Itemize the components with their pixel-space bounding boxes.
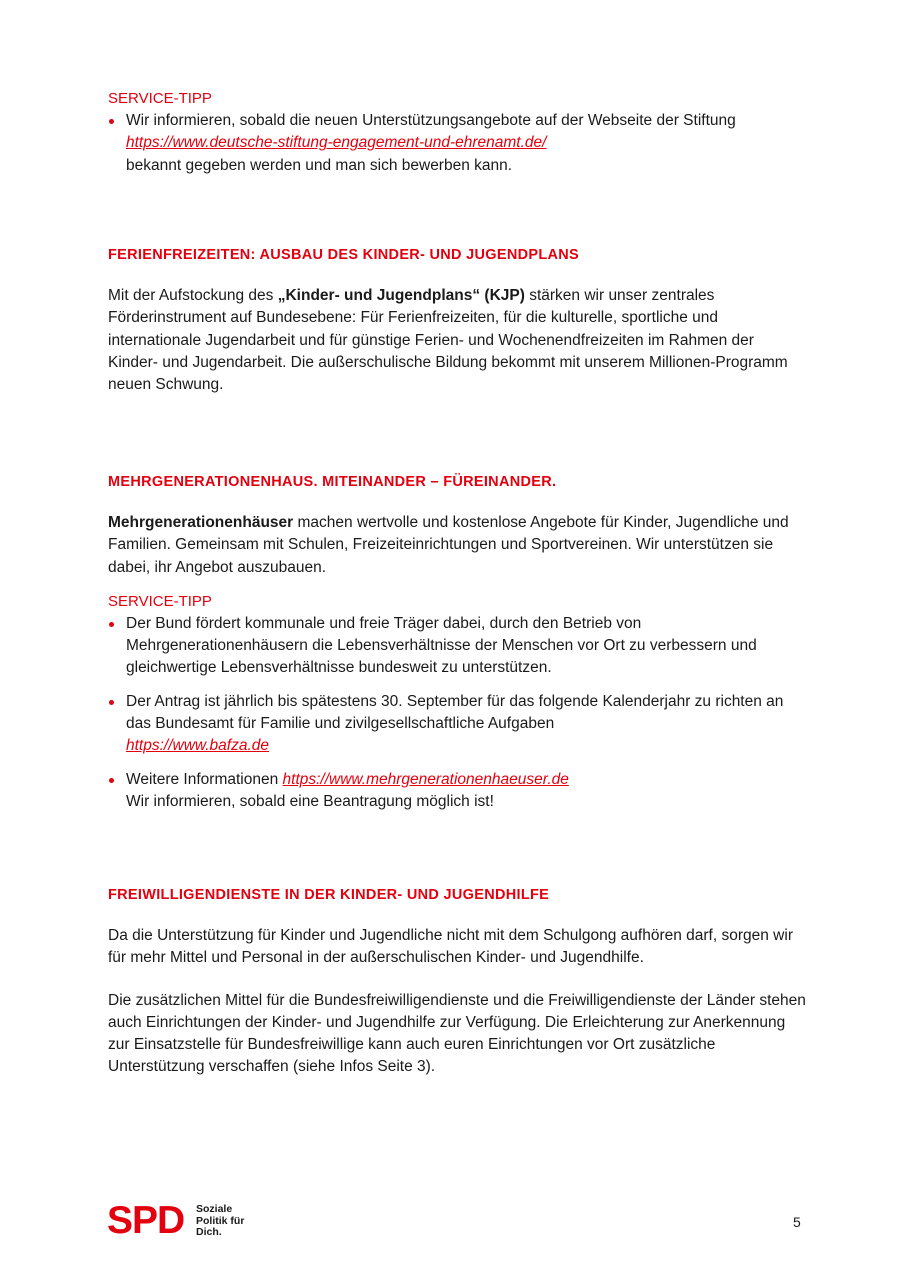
section-heading: FREIWILLIGENDIENSTE IN DER KINDER- UND JUGENDHILFE [108,887,550,903]
service-tip-list [108,110,808,177]
bullet-text: Wir informieren, sobald eine Beantragung möglich ist! [126,792,494,810]
foundation-link[interactable]: https://www.deutsche-stiftung-engagement-und-ehrenamt.de/ [126,134,547,152]
service-tip-label: SERVICE-TIPP [108,90,212,107]
list-item [108,110,808,177]
bullet-icon [109,622,114,627]
page-number: 5 [793,1214,801,1230]
bullet-text: Weitere Informationen [126,770,283,788]
bullet-text: Wir informieren, sobald die neuen Unterstützungsangebote auf der Webseite der Stiftung [126,112,736,129]
list-item [108,769,808,814]
spd-logo-wordmark: SPD [107,1199,185,1242]
tagline-line: Soziale [196,1203,233,1215]
section-freiwilligendienste [108,885,808,1079]
mgh-term: Mehrgenerationenhäuser [108,514,294,531]
list-item [108,613,808,680]
section-paragraph [108,512,808,579]
tagline-line: Dich. [196,1226,222,1238]
bafza-link[interactable]: https://www.bafza.de [126,737,270,755]
bullet-text: Der Antrag ist jährlich bis spätestens 30. September für das folgende Kalenderjahr zu richten an das Bundesamt für Familie und zivilgesellschaftliche Aufgaben [126,692,784,733]
spd-logo [107,1198,257,1244]
section-ferienfreizeiten [108,245,808,396]
paragraph-text: machen wertvolle und kostenlose Angebote für Kinder, Jugendliche und Familien. Gemeinsam mit Schulen, Freizeiteinrichtungen und Sportvereinen. Wir unterstützen sie dabei, ihr Angebot auszubauen. [108,514,789,576]
bullet-icon [109,119,114,124]
tagline-line: Politik für [196,1214,245,1227]
service-tip-label: SERVICE-TIPP [108,592,212,610]
bullet-icon [109,778,114,783]
paragraph-text: stärken wir unser zentrales Förderinstrument auf Bundesebene: Für Ferienfreizeiten, für die kulturelle, sportliche und internationale Jugendarbeit und für günstige Ferien- und Wochenendfreizeiten im Rahmen der Kinder- und Jugendarbeit. Die außerschulische Bildung bekommt mit unserem Millionen-Programm neuen Schwung. [108,287,788,394]
kjp-term: „Kinder- und Jugendplans“ (KJP) [277,287,525,304]
spd-logo-tagline [196,1204,244,1239]
section-heading: MEHRGENERATIONENHAUS. MITEINANDER – FÜREINANDER. [108,474,557,490]
service-tip-foundation [108,88,808,177]
bullet-text: bekannt gegeben werden und man sich bewerben kann. [126,156,513,174]
list-item [108,691,808,758]
paragraph-text: Mit der Aufstockung des [108,287,278,304]
section-paragraph: Die zusätzlichen Mittel für die Bundesfreiwilligendienste und die Freiwilligendienste der Länder stehen auch Einrichtungen der Kinder- und Jugendhilfe zur Verfügung. Die Erleichterung zur Anerkennung zur Einsatzstelle für Bundesfreiwillige kann auch euren Einrichtungen vor Ort zusätzliche Unterstützung verschaffen (siehe Infos Seite 3). [108,991,806,1076]
section-paragraph: Da die Unterstützung für Kinder und Jugendliche nicht mit dem Schulgong aufhören darf, sorgen wir für mehr Mittel und Personal in der außerschulischen Kinder- und Jugendhilfe. [108,927,793,967]
section-mehrgenerationenhaus [108,472,808,813]
section-paragraph [108,285,808,396]
service-tip-list [108,613,808,813]
bullet-text: Der Bund fördert kommunale und freie Träger dabei, durch den Betrieb von Mehrgenerationenhäusern die Lebensverhältnisse der Menschen vor Ort zu verbessern und gleichwertige Lebensverhältnisse bundesweit zu unterstützen. [126,614,757,677]
bullet-icon [109,700,114,705]
section-heading: FERIENFREIZEITEN: AUSBAU DES KINDER- UND JUGENDPLANS [108,247,580,263]
mgh-link[interactable]: https://www.mehrgenerationenhaeuser.de [282,770,569,788]
